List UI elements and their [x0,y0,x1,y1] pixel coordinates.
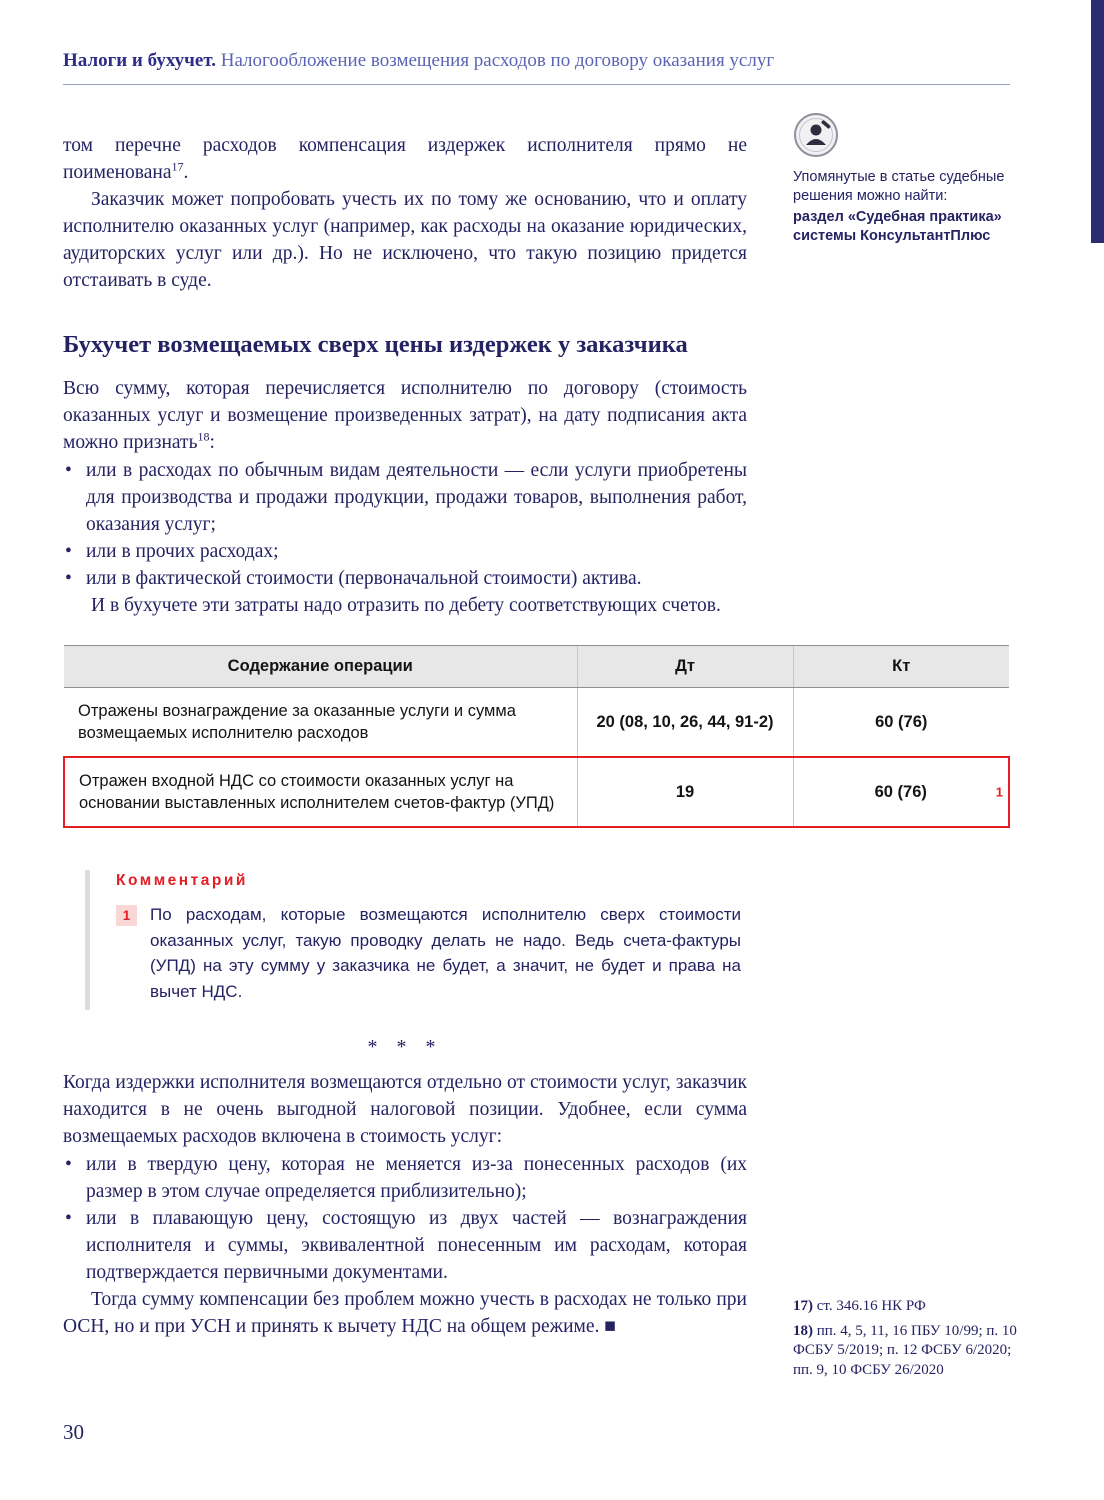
bullet-item [63,1205,747,1286]
cell-kt [793,757,1009,827]
page-edge-bar [1091,0,1104,243]
section-separator: * * * [367,1036,443,1058]
footnote-17 [793,1297,1023,1317]
paragraph: Когда издержки исполнителя возмещаются отдельно от стоимости услуг, заказчик находится в не очень выгодной налоговой позиции. Удобнее, если сумма возмещаемых расходов включена в стоимость услуг: [63,1072,747,1147]
col-header-operation: Содержание операции [64,646,577,688]
paragraph-text: том перечне расходов компенсация издержек исполнителя прямо не поименована [63,135,747,183]
bullet-list [63,1151,747,1286]
bullet-text: или в плавающую цену, состоящую из двух частей — вознаграждения исполнителя и суммы, эквивалентной понесенным им расходам, которая подтверждается первичными документами. [86,1208,747,1283]
header-divider [63,84,1010,85]
table-row [64,688,1009,758]
footnote-number: 17) [793,1298,813,1314]
paragraph: И в бухучете эти затраты надо отразить по дебету соответствующих счетов. [91,595,721,616]
comment-block [85,870,741,1010]
bullet-text: или в прочих расходах; [86,541,279,562]
cell-operation: Отражены вознаграждение за оказанные услуги и сумма возмещаемых исполнителю расходов [64,688,577,758]
bullet-item [63,457,747,538]
article-title: Налогообложение возмещения расходов по договору оказания услуг [215,50,775,71]
paragraph: Тогда сумму компенсации без проблем можно учесть в расходах не только при ОСН, но и при УСН и принять к вычету НДС на общем режиме. ■ [63,1289,747,1337]
comment-label: Комментарий [116,872,248,889]
bullet-item [63,538,747,565]
comment-ref-marker: 1 [995,784,1003,800]
footnote-ref-18: 18 [197,429,210,444]
footnote-text: пп. 4, 5, 11, 16 ПБУ 10/99; п. 10 ФСБУ 5/2019; п. 12 ФСБУ 6/2020; пп. 9, 10 ФСБУ 26/2020 [793,1322,1017,1378]
bullet-text: или в расходах по обычным видам деятельности — если услуги приобретены для производства и продажи продукции, продажи товаров, выполнения работ, оказания услуг; [86,460,747,535]
bullet-item [63,565,747,592]
bullet-item [63,1151,747,1205]
table-header-row [64,646,1009,688]
comment-text: По расходам, которые возмещаются исполнителю сверх стоимости оказанных услуг, такую проводку делать не надо. Ведь счета-фактуры (УПД) на эту сумму у заказчика не будет, а значит, не будет и права на вычет НДС. [150,905,741,1001]
footnote-text: ст. 346.16 НК РФ [813,1298,926,1314]
sidebar-note-text: Упомянутые в статье судебные решения можно найти: [793,169,1005,204]
col-header-kt: Кт [793,646,1009,688]
footnote-18 [793,1322,1023,1381]
page-number: 30 [63,1420,84,1444]
bullet-text: или в фактической стоимости (первоначальной стоимости) актива. [86,568,642,589]
bullet-marker: • [65,1208,72,1229]
paragraph [63,132,747,186]
cell-dt: 19 [577,757,793,827]
bullet-list [63,457,747,592]
cell-operation: Отражен входной НДС со стоимости оказанных услуг на основании выставленных исполнителем счетов-фактур (УПД) [64,757,577,827]
footnote-number: 18) [793,1322,813,1339]
comment-number: 1 [116,905,137,926]
cell-kt-value: 60 (76) [874,782,927,801]
article-body [63,132,1010,1340]
postings-table [63,645,1010,828]
col-header-dt: Дт [577,646,793,688]
comment-item [116,902,741,1004]
bullet-marker: • [65,541,72,562]
bullet-marker: • [65,568,72,589]
cell-dt: 20 (08, 10, 26, 44, 91-2) [577,688,793,758]
paragraph-text: Всю сумму, которая перечисляется исполнителю по договору (стоимость оказанных услуг и возмещение произведенных затрат), на дату подписания акта можно признать [63,378,747,453]
footnotes [793,1297,1023,1385]
paragraph: Заказчик может попробовать учесть их по тому же основанию, что и оплату исполнителю оказанных услуг (например, как расходы на оказание юридических, аудиторских услуг или др.). Но не исключено, что такую позицию придется отстаивать в суде. [63,189,747,291]
cell-kt: 60 (76) [793,688,1009,758]
page-header [63,50,1003,72]
paragraph [63,375,747,456]
paragraph-text: : [209,432,215,453]
paragraph-text: . [183,162,189,183]
bullet-text: или в твердую цену, которая не меняется из-за понесенных расходов (их размер в этом случае определяется приблизительно); [86,1154,747,1202]
section-heading: Бухучет возмещаемых сверх цены издержек у заказчика [63,331,688,358]
sidebar-note-highlight: раздел «Судебная практика» системы КонсультантПлюс [793,209,1002,244]
bullet-marker: • [65,460,72,481]
table-row-highlighted [64,757,1009,827]
footnote-ref-17: 17 [171,159,184,174]
rubric-title: Налоги и бухучет. [63,50,216,71]
bullet-marker: • [65,1154,72,1175]
